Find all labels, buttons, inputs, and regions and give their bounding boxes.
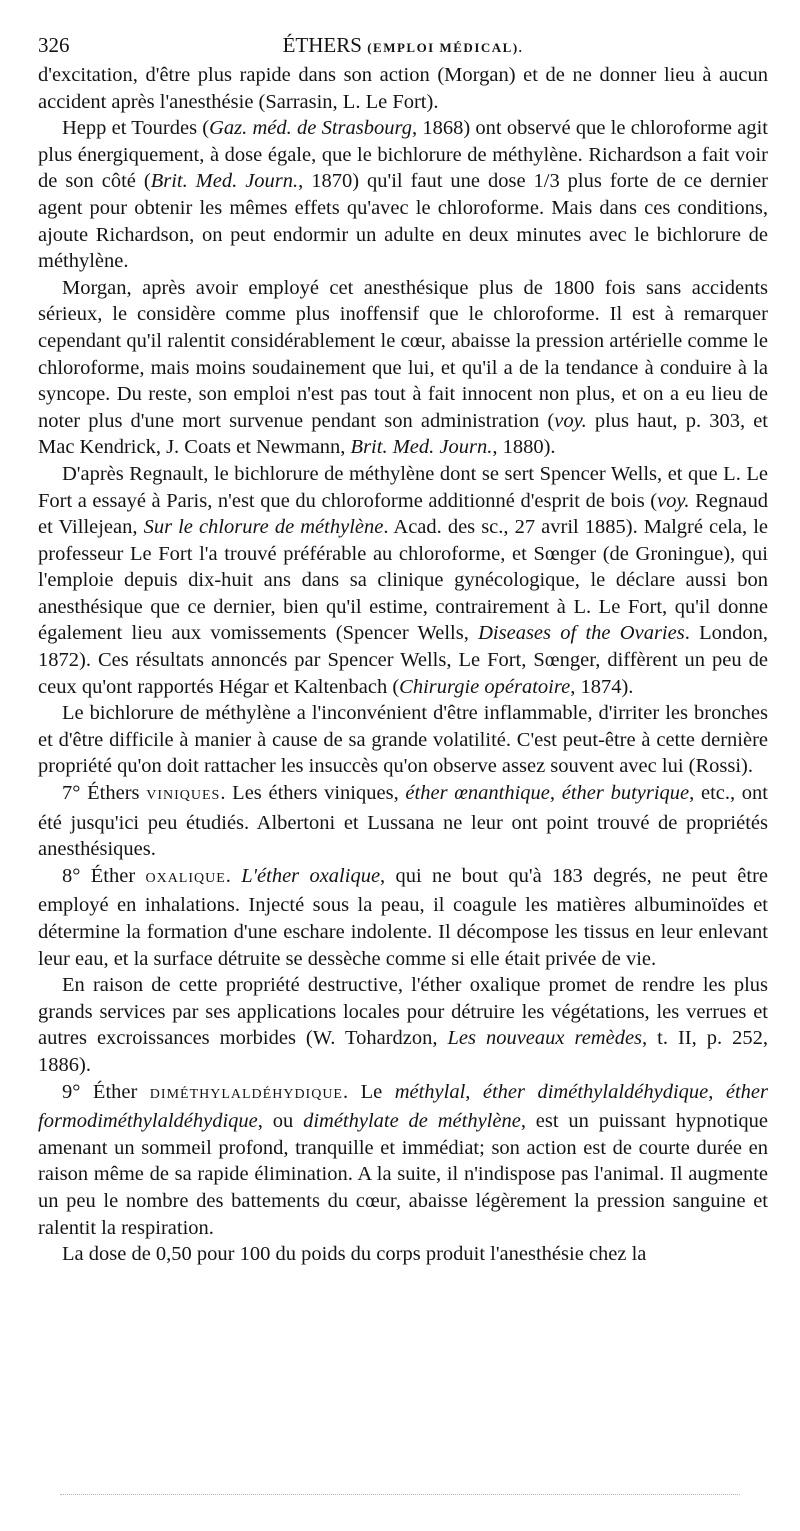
running-subtitle: (EMPLOI MÉDICAL). (367, 40, 524, 55)
italic-text: Chirurgie opératoire (399, 675, 571, 698)
text-run: En raison de cette propriété destructive, l'éther oxalique promet de rendre les plus grands services par ses applications locales pour détruire les végétations, les verrues et autres excroissances morbides (W. Tohardzon, (38, 974, 768, 1050)
text-run: , 1870) qu'il faut une dose 1/3 plus forte de ce dernier agent pour obtenir les mêmes effets qu'avec le chloroforme. Mais dans ces conditions, ajoute Richardson, on peut endormir un adulte en deux minutes avec le bichlorure de méthylène. (38, 170, 769, 273)
text-run: 7° Éthers (62, 782, 147, 805)
text-run: , (549, 782, 562, 805)
text-run: , etc., ont été jusqu'ici peu étudiés. Albertoni et Lussana ne leur ont point trouvé de propriétés anesthésiques. (38, 782, 769, 861)
italic-text: L'éther oxalique (241, 864, 381, 887)
italic-text: voy. (554, 409, 587, 432)
text-run: , ou (257, 1110, 304, 1133)
text-run: , t. II, p. 252, 1886). (38, 1027, 768, 1076)
page-header (38, 30, 768, 60)
italic-text: Diseases of the Ovaries (478, 622, 685, 645)
small-caps-text: OXALIQUE (145, 870, 226, 886)
body-paragraph (38, 275, 768, 461)
italic-text: éther butyrique (561, 782, 690, 805)
italic-text: Gaz. méd. de Strasbourg (209, 117, 412, 140)
text-run: Morgan, après avoir employé cet anesthésique plus de 1800 fois sans accidents sérieux, le considère comme plus inoffensif que le chloroforme. Il est à remarquer cependant qu'il ralentit considérablement le cœur, abaisse la pression artérielle comme le chloroforme, mais moins soudainement que lui, et qu'il a de la tendance à conduire à la syncope. Du reste, son emploi n'est pas tout à fait innocent non plus, et on a eu lieu de noter plus d'une mort survenue pendant son administration ( (38, 276, 768, 432)
body-paragraph (38, 700, 768, 780)
text-run: Regnaud et Villejean, (38, 489, 768, 539)
body-paragraph (38, 863, 768, 972)
text-run: 8° Éther (62, 864, 146, 887)
text-run: , 1868) ont observé que le chloroforme agit plus énergiquement, à dose égale, que le bichlorure de méthylène. Richardson a fait voir de son côté ( (38, 117, 768, 193)
body-paragraph (38, 115, 768, 275)
text-run: . Acad. des sc., 27 avril 1885). Malgré cela, le professeur Le Fort l'a trouvé préférable au chloroforme, et Sœnger (de Groningue), qui l'emploie depuis dix-huit ans dans sa clinique gynécologique, le déclare aussi bon anesthésique que ce dernier, bien qu'il estime, contrairement à L. Le Fort, qu'il donne également lieu aux vomissements (Spencer Wells, (38, 516, 768, 645)
italic-text: éther diméthylaldéhydique (482, 1080, 709, 1103)
italic-text: diméthylate de méthylène (303, 1110, 521, 1133)
body-paragraph (38, 1079, 768, 1242)
body-paragraph (38, 1241, 768, 1268)
text-run: 9° Éther (62, 1080, 150, 1103)
text-run: , qui ne bout qu'à 183 degrés, ne peut être employé en inhalations. Injecté sous la peau, il coagule les matières albuminoïdes et détermine la formation d'une eschare indolente. Il décompose les tissus en leur enlevant leur eau, et la surface détruite se dessèche comme si elle était privée de vie. (38, 864, 768, 970)
text-run: , (465, 1080, 483, 1103)
italic-text: Brit. Med. Journ. (150, 170, 299, 193)
text-run: . London, 1872). Ces résultats annoncés par Spencer Wells, Le Fort, Sœnger, diffèrent un peu de ceux qu'ont rapportés Hégar et Kaltenbach ( (38, 622, 768, 698)
text-run: D'après Regnault, le bichlorure de méthylène dont se sert Spencer Wells, et que L. Le Fort a essayé à Paris, n'est que du chloroforme additionné d'esprit de bois ( (38, 462, 768, 512)
text-run: , 1880). (492, 436, 556, 459)
text-run: Hepp et Tourdes ( (62, 117, 210, 140)
body-paragraph (38, 780, 768, 863)
running-title: ÉTHERS (282, 33, 362, 57)
text-run: , 1874). (570, 675, 634, 698)
page-body (38, 62, 768, 1268)
footer-dotted-rule (60, 1494, 740, 1495)
text-run: . Le (342, 1080, 395, 1103)
italic-text: Sur le chlorure de méthylène (143, 516, 384, 539)
italic-text: méthylal (394, 1080, 466, 1103)
text-run: , est un puissant hypnotique amenant un sommeil profond, tranquille et immédiat; son action est de courte durée en raison même de sa rapide élimination. A la suite, il n'indispose pas l'animal. Il augmente un peu le nombre des battements du cœur, abaisse légèrement la pression sanguine et ralentit la respiration. (38, 1110, 768, 1239)
italic-text: Brit. Med. Journ. (350, 436, 493, 459)
text-run: d'excitation, d'être plus rapide dans son action (Morgan) et de ne donner lieu à aucun accident après l'anesthésie (Sarrasin, L. Le Fort). (38, 64, 768, 113)
body-paragraph (38, 972, 768, 1078)
text-run: Le bichlorure de méthylène a l'inconvénient d'être inflammable, d'irriter les bronches et d'être difficile à manier à cause de sa grande volatilité. C'est peut-être à cette dernière propriété qu'on doit rattacher les insuccès qu'on observe assez souvent avec lui (Rossi). (38, 702, 768, 778)
running-head (38, 30, 768, 63)
text-run: . (225, 864, 242, 887)
small-caps-text: VINIQUES (146, 788, 221, 804)
italic-text: éther formodiméthylaldéhydique (38, 1080, 769, 1133)
italic-text: éther œnanthique (405, 782, 550, 805)
small-caps-text: DIMÉTHYLALDÉHYDIQUE (149, 1086, 343, 1102)
page-number: 326 (38, 33, 70, 57)
text-run: plus haut, p. 303, et Mac Kendrick, J. Coats et Newmann, (38, 409, 769, 459)
body-paragraph (38, 461, 768, 700)
body-paragraph (38, 62, 768, 115)
italic-text: voy. (657, 489, 690, 512)
text-run: . Les éthers viniques, (220, 782, 406, 805)
text-run: La dose de 0,50 pour 100 du poids du corps produit l'anesthésie chez la (62, 1243, 647, 1266)
italic-text: Les nouveaux remèdes (447, 1027, 643, 1050)
text-run: , (708, 1080, 726, 1103)
